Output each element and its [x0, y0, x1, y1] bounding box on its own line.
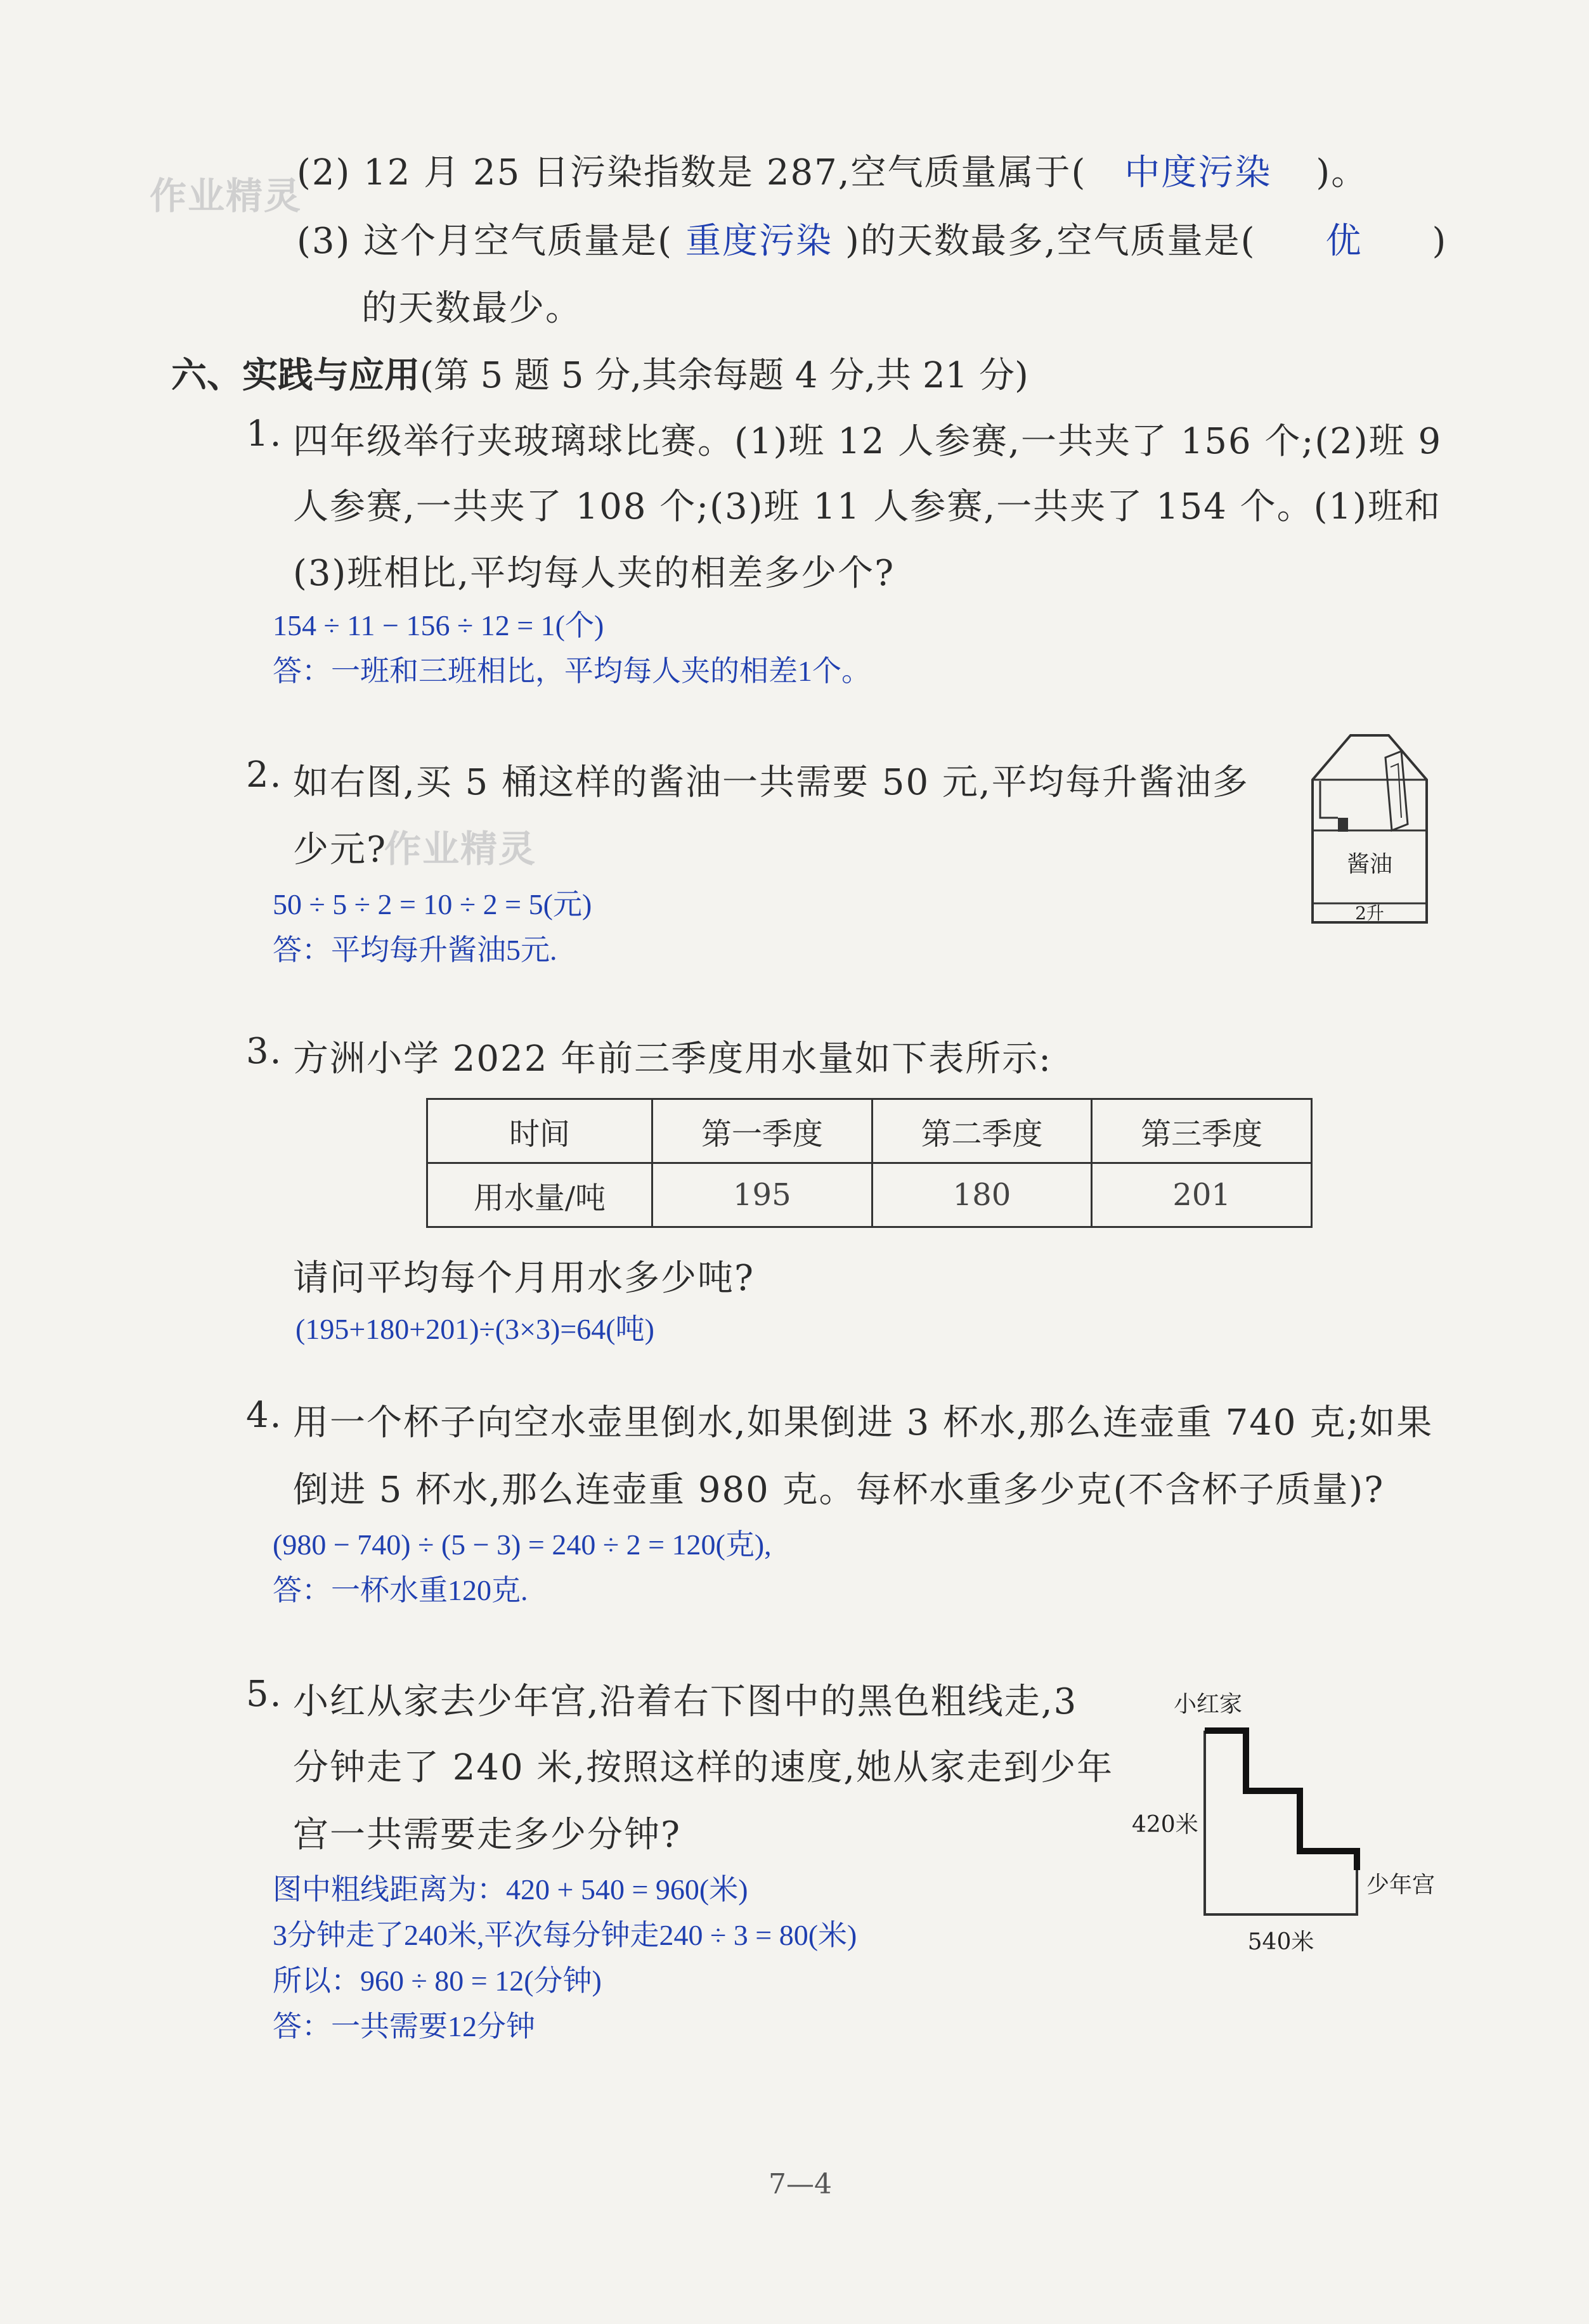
- top-q2-answer: 中度污染: [1124, 152, 1272, 193]
- q4-number: 4.: [246, 1395, 283, 1436]
- q3-number: 3.: [246, 1031, 283, 1072]
- top-q2-prefix: (2) 12 月 25 日污染指数是 287,空气质量属于(: [297, 152, 1087, 193]
- q5-line2: 分钟走了 240 米,按照这样的速度,她从家走到少年: [293, 1747, 1114, 1788]
- q5-number: 5.: [246, 1674, 283, 1715]
- top-q3-suffix: ): [1432, 221, 1448, 262]
- top-q3-line2: 的天数最少。: [361, 288, 582, 329]
- table-cell: 180: [872, 1163, 1092, 1227]
- watermark: 作业精灵: [384, 827, 537, 870]
- q1-answer-equation: 154 ÷ 11 − 156 ÷ 12 = 1(个): [273, 609, 604, 642]
- top-q3-answer2: 优: [1325, 221, 1363, 262]
- q1-number: 1.: [246, 413, 283, 455]
- label-width: 540米: [1247, 1929, 1314, 1955]
- table-cell: 用水量/吨: [427, 1163, 652, 1227]
- q2-answer-text: 答：平均每升酱油5元.: [273, 934, 557, 966]
- top-q3-mid: )的天数最多,空气质量是(: [845, 221, 1256, 262]
- label-height: 420米: [1132, 1812, 1198, 1838]
- q2-line2: 少元?: [293, 829, 387, 870]
- q1-answer-text: 答：一班和三班相比，平均每人夹的相差1个。: [273, 655, 871, 687]
- table-header-cell: 第一季度: [652, 1099, 872, 1163]
- q2-line1: 如右图,买 5 桶这样的酱油一共需要 50 元,平均每升酱油多: [293, 762, 1249, 803]
- section-title: 六、实践与应用: [171, 355, 420, 396]
- top-q2: [297, 145, 1368, 195]
- section-heading: [171, 347, 1028, 398]
- label-palace: 少年宫: [1366, 1872, 1436, 1898]
- q5-line1: 小红从家去少年宫,沿着右下图中的黑色粗线走,3: [293, 1681, 1078, 1722]
- q5-answer-line3: 所以：960 ÷ 80 = 12(分钟): [273, 1965, 602, 1997]
- table-header-cell: 时间: [427, 1099, 652, 1163]
- q5-answer-line2: 3分钟走了240米,平次每分钟走240 ÷ 3 = 80(米): [273, 1919, 857, 1951]
- q5-answer-line1: 图中粗线距离为：420 + 540 = 960(米): [273, 1873, 748, 1906]
- water-usage-table: [426, 1098, 1313, 1228]
- q1-line3: (3)班相比,平均每人夹的相差多少个?: [293, 553, 895, 594]
- table-cell: 201: [1092, 1163, 1312, 1227]
- top-q3: [297, 213, 1447, 264]
- q4-answer-equation: (980 − 740) ÷ (5 − 3) = 240 ÷ 2 = 120(克),: [273, 1528, 772, 1561]
- table-cell: 195: [652, 1163, 872, 1227]
- q4-answer-text: 答：一杯水重120克.: [273, 1574, 528, 1606]
- table-row: [427, 1163, 1312, 1227]
- table-row: [427, 1099, 1312, 1163]
- q2-number: 2.: [246, 754, 283, 796]
- top-q2-suffix: )。: [1316, 152, 1368, 193]
- page-number: 7—4: [769, 2168, 832, 2200]
- q5-answer-line4: 答：一共需要12分钟: [273, 2010, 535, 2043]
- section-note: (第 5 题 5 分,其余每题 4 分,共 21 分): [420, 355, 1028, 396]
- q2-answer-equation: 50 ÷ 5 ÷ 2 = 10 ÷ 2 = 5(元): [273, 888, 592, 920]
- label-home: 小红家: [1173, 1691, 1243, 1717]
- q3-line1: 方洲小学 2022 年前三季度用水量如下表所示:: [293, 1038, 1052, 1080]
- top-q3-answer1: 重度污染: [685, 221, 833, 262]
- q4-line1: 用一个杯子向空水壶里倒水,如果倒进 3 杯水,那么连壶重 740 克;如果: [293, 1402, 1434, 1443]
- bottle-label: 酱油: [1346, 851, 1393, 877]
- table-header-cell: 第二季度: [872, 1099, 1092, 1163]
- q1-line2: 人参赛,一共夹了 108 个;(3)班 11 人参赛,一共夹了 154 个。(1)班和: [293, 486, 1441, 527]
- q3-answer-equation: (195+180+201)÷(3×3)=64(吨): [295, 1313, 654, 1345]
- top-q3-prefix: (3) 这个月空气质量是(: [297, 221, 673, 262]
- q4-line2: 倒进 5 杯水,那么连壶重 980 克。每杯水重多少克(不含杯子质量)?: [293, 1469, 1385, 1511]
- route-diagram: [1122, 1680, 1465, 1972]
- soy-sauce-bottle-figure: [1306, 729, 1433, 945]
- table-header-cell: 第三季度: [1092, 1099, 1312, 1163]
- watermark: 作业精灵: [150, 174, 302, 217]
- bottle-volume-label: 2升: [1355, 903, 1384, 924]
- route-path: [1205, 1731, 1357, 1870]
- q1-line1: 四年级举行夹玻璃球比赛。(1)班 12 人参赛,一共夹了 156 个;(2)班 9: [293, 421, 1443, 462]
- q5-line3: 宫一共需要走多少分钟?: [293, 1814, 682, 1856]
- q3-question: 请问平均每个月用水多少吨?: [293, 1258, 755, 1299]
